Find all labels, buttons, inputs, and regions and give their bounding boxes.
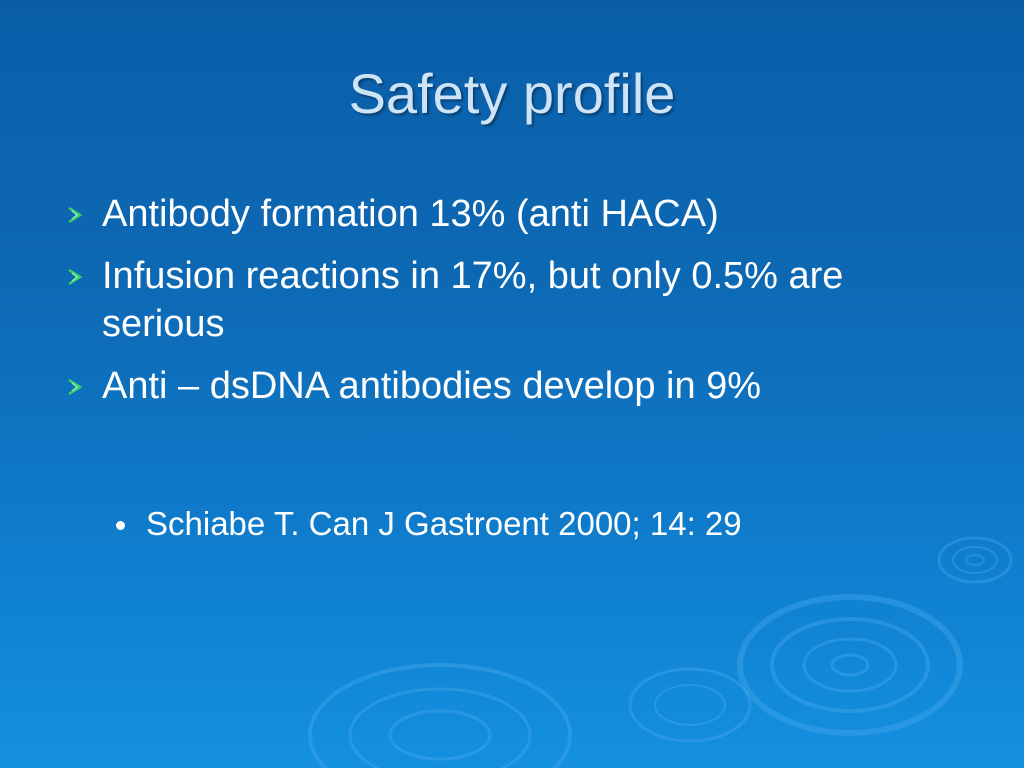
bullet-text: Anti – dsDNA antibodies develop in 9% — [102, 365, 762, 407]
arrow-bullet-icon — [66, 206, 84, 224]
bullet-item — [62, 190, 962, 238]
bullet-text: Infusion reactions in 17%, but only 0.5% are serious — [102, 255, 844, 345]
arrow-bullet-icon — [66, 268, 84, 286]
bullet-text: Antibody formation 13% (anti HACA) — [102, 193, 719, 235]
bullet-list — [62, 190, 962, 424]
dot-bullet-icon — [116, 521, 125, 530]
bullet-item — [62, 362, 962, 410]
reference-citation — [112, 503, 742, 545]
bullet-item — [62, 252, 962, 348]
arrow-bullet-icon — [66, 378, 84, 396]
slide-title: Safety profile — [348, 62, 676, 125]
reference-text: Schiabe T. Can J Gastroent 2000; 14: 29 — [146, 505, 742, 542]
